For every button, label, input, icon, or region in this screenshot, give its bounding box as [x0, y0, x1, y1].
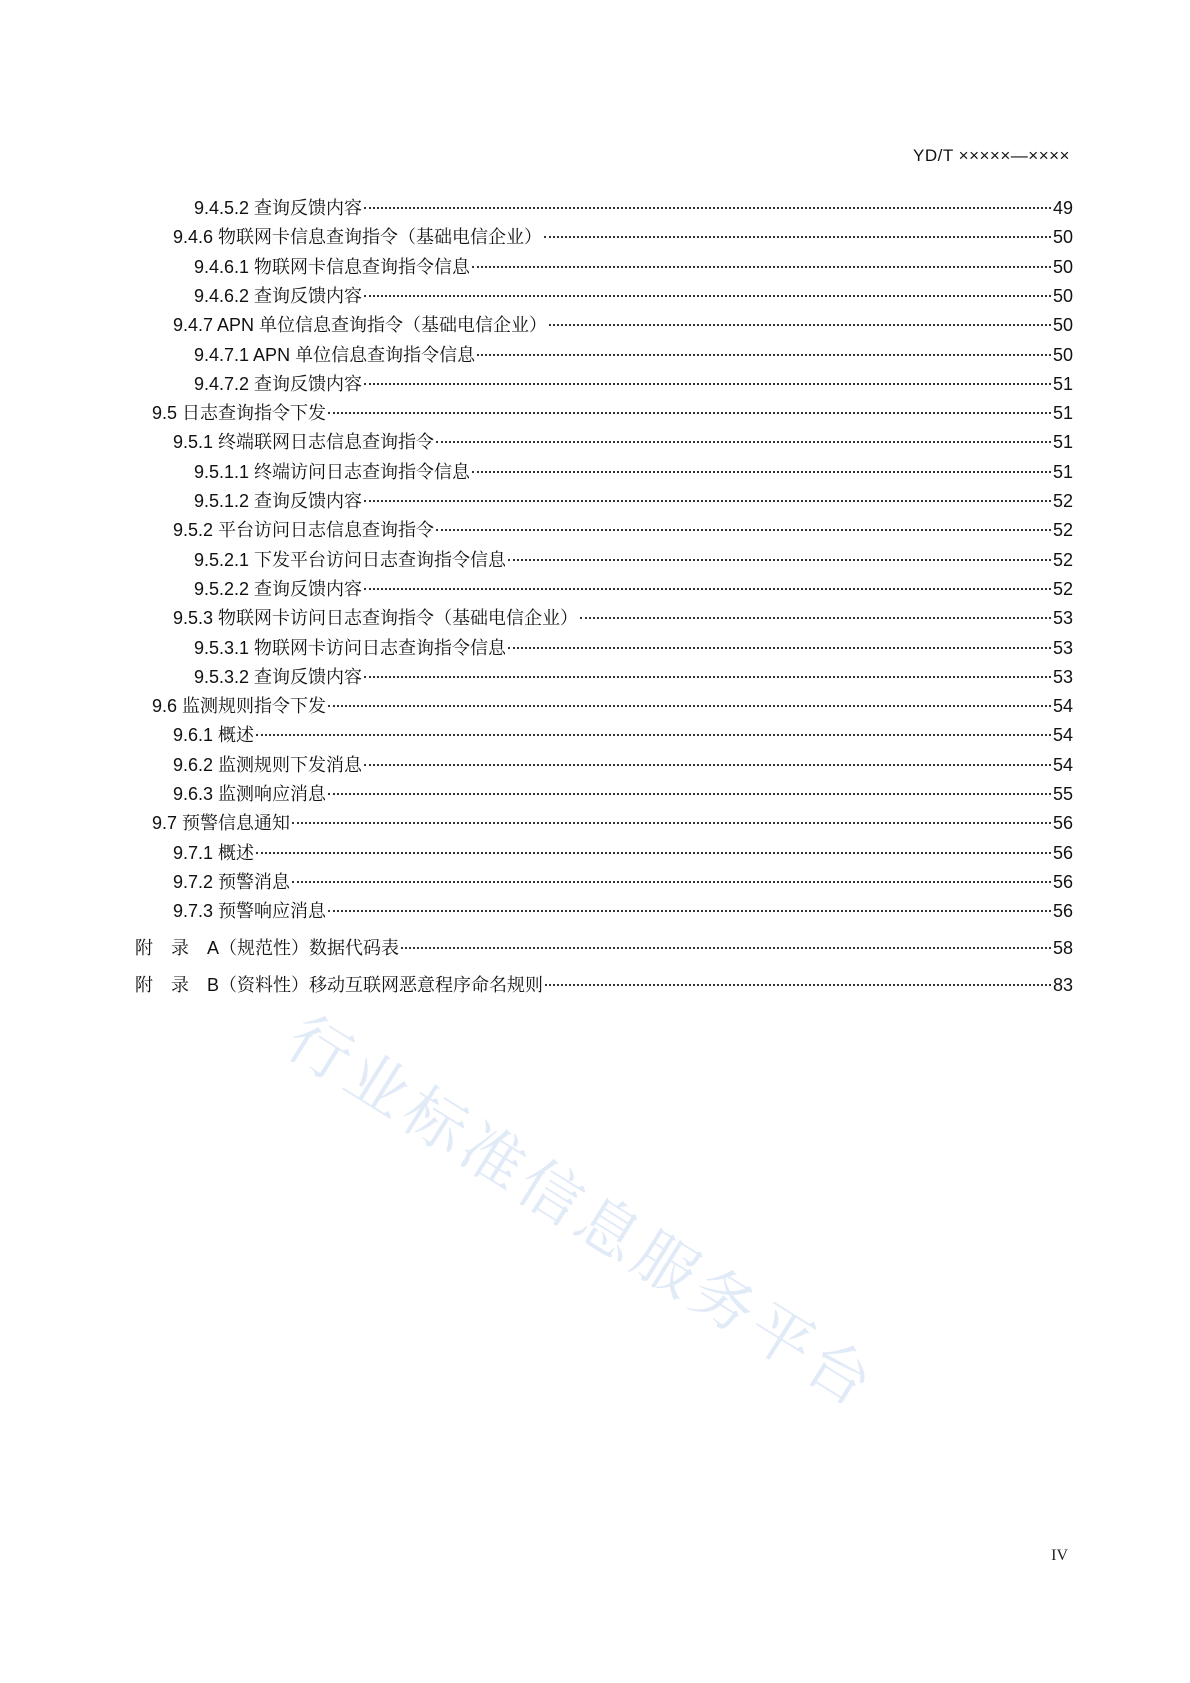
toc-entry[interactable]: [194, 663, 1073, 691]
appendix-b-page: 83: [1052, 975, 1073, 995]
toc-entry-label: 9.5 日志查询指令下发: [152, 403, 327, 424]
dot-leader: [580, 617, 1051, 619]
toc-entry[interactable]: [152, 692, 1073, 720]
dot-leader: [364, 764, 1051, 766]
appendix-entry-b[interactable]: [135, 971, 1073, 999]
toc-entry[interactable]: [173, 868, 1073, 896]
toc-entry-label: 9.5.3.1 物联网卡访问日志查询指令信息: [194, 637, 507, 658]
appendix-b-label: 附 录 B（资料性）移动互联网恶意程序命名规则: [135, 975, 544, 995]
dot-leader: [436, 529, 1051, 531]
toc-entry-label: 9.6.1 概述: [173, 725, 255, 746]
dot-leader: [364, 676, 1051, 678]
toc-entry-label: 9.5.1.2 查询反馈内容: [194, 491, 363, 511]
toc-entry-page: 53: [1052, 666, 1073, 687]
toc-entry[interactable]: [194, 341, 1073, 369]
dot-leader: [436, 441, 1051, 443]
toc-entry[interactable]: [194, 634, 1073, 662]
dot-leader: [292, 822, 1051, 824]
toc-entry[interactable]: [173, 897, 1073, 925]
toc-entry[interactable]: [173, 751, 1073, 779]
toc-entry[interactable]: [173, 604, 1073, 632]
toc-entry-label: 9.7.1 概述: [173, 842, 255, 863]
dot-leader: [549, 324, 1051, 326]
dot-leader: [364, 295, 1051, 297]
toc-entry[interactable]: [173, 780, 1073, 808]
toc-entry-page: 51: [1052, 461, 1073, 482]
dot-leader: [472, 266, 1051, 268]
toc-entry-page: 50: [1052, 315, 1073, 336]
toc-entry-label: 9.4.7.1 APN 单位信息查询指令信息: [194, 344, 476, 365]
appendix-entry-a[interactable]: [135, 934, 1073, 962]
dot-leader: [508, 647, 1051, 649]
toc-entry-page: 54: [1052, 725, 1073, 746]
dot-leader: [508, 559, 1051, 561]
toc-entry-page: 50: [1052, 344, 1073, 365]
toc-entry-label: 9.5.2.2 查询反馈内容: [194, 578, 363, 599]
toc-entry[interactable]: [194, 487, 1073, 515]
document-code: YD/T ×××××—××××: [913, 146, 1070, 165]
toc-entry-label: 9.5.3.2 查询反馈内容: [194, 666, 363, 687]
toc-entry[interactable]: [173, 311, 1073, 339]
toc-entry-label: 9.4.6.1 物联网卡信息查询指令信息: [194, 256, 471, 277]
dot-leader: [364, 383, 1051, 385]
toc-entry[interactable]: [194, 282, 1073, 310]
toc-entry-page: 50: [1052, 227, 1073, 248]
toc-entry-label: 9.4.5.2 查询反馈内容: [194, 198, 363, 218]
toc-entry-page: 52: [1052, 549, 1073, 570]
dot-leader: [545, 984, 1051, 986]
dot-leader: [364, 207, 1051, 209]
dot-leader: [256, 734, 1051, 736]
dot-leader: [401, 947, 1051, 949]
toc-entry-page: 52: [1052, 491, 1073, 511]
toc-entry-label: 9.5.3 物联网卡访问日志查询指令（基础电信企业）: [173, 608, 579, 629]
toc-entry-page: 56: [1052, 813, 1073, 834]
toc-entry-page: 51: [1052, 373, 1073, 394]
dot-leader: [477, 354, 1051, 356]
toc-entry[interactable]: [173, 516, 1073, 544]
toc-entry[interactable]: [152, 809, 1073, 837]
toc-entry-label: 9.7.3 预警响应消息: [173, 901, 327, 922]
toc-entry[interactable]: [194, 253, 1073, 281]
appendix-a-label: 附 录 A（规范性）数据代码表: [135, 938, 400, 958]
dot-leader: [292, 881, 1051, 883]
toc-entry-page: 51: [1052, 403, 1073, 424]
toc-entry-label: 9.4.6.2 查询反馈内容: [194, 285, 363, 306]
toc-entry-page: 56: [1052, 871, 1073, 892]
toc-entry-label: 9.4.7 APN 单位信息查询指令（基础电信企业）: [173, 315, 548, 336]
dot-leader: [256, 852, 1051, 854]
toc-entry-page: 54: [1052, 754, 1073, 775]
page-number: IV: [1051, 1547, 1068, 1564]
toc-entry-label: 9.4.7.2 查询反馈内容: [194, 373, 363, 394]
toc-entry-label: 9.4.6 物联网卡信息查询指令（基础电信企业）: [173, 227, 543, 248]
toc-entry[interactable]: [194, 194, 1073, 222]
toc-entry-label: 9.5.2 平台访问日志信息查询指令: [173, 520, 435, 541]
toc-entry[interactable]: [194, 546, 1073, 574]
toc-entry[interactable]: [194, 458, 1073, 486]
dot-leader: [364, 588, 1051, 590]
toc-entry-page: 56: [1052, 901, 1073, 922]
toc-entry-label: 9.5.2.1 下发平台访问日志查询指令信息: [194, 549, 507, 570]
toc-entry-page: 53: [1052, 608, 1073, 629]
toc-entry[interactable]: [152, 399, 1073, 427]
toc-entry-label: 9.7 预警信息通知: [152, 813, 291, 834]
toc-entry-page: 49: [1052, 198, 1073, 218]
toc-entry-page: 50: [1052, 285, 1073, 306]
toc-entry[interactable]: [173, 428, 1073, 456]
appendix-a-page: 58: [1052, 938, 1073, 958]
toc-entry-label: 9.7.2 预警消息: [173, 871, 291, 892]
toc-entry-page: 54: [1052, 696, 1073, 717]
toc-entry-label: 9.6.3 监测响应消息: [173, 784, 327, 804]
toc-entry-label: 9.6 监测规则指令下发: [152, 696, 327, 717]
toc-entry[interactable]: [173, 839, 1073, 867]
dot-leader: [544, 236, 1051, 238]
watermark: 行业标准信息服务平台: [274, 1001, 890, 1424]
toc-entry-page: 55: [1052, 784, 1073, 804]
dot-leader: [328, 910, 1051, 912]
toc-entry-label: 9.5.1.1 终端访问日志查询指令信息: [194, 461, 471, 482]
toc-entry-page: 50: [1052, 256, 1073, 277]
toc-entry-page: 52: [1052, 520, 1073, 541]
dot-leader: [328, 412, 1051, 414]
toc-entry-page: 51: [1052, 432, 1073, 453]
toc-entry-label: 9.6.2 监测规则下发消息: [173, 754, 363, 775]
dot-leader: [472, 471, 1051, 473]
toc-entry-page: 53: [1052, 637, 1073, 658]
toc-entry[interactable]: [173, 721, 1073, 749]
toc-entry[interactable]: [194, 575, 1073, 603]
toc-entry[interactable]: [173, 223, 1073, 251]
dot-leader: [364, 500, 1051, 502]
dot-leader: [328, 705, 1051, 707]
toc-entry-page: 56: [1052, 842, 1073, 863]
toc-entry-page: 52: [1052, 578, 1073, 599]
dot-leader: [328, 793, 1051, 795]
toc-entry-label: 9.5.1 终端联网日志信息查询指令: [173, 432, 435, 453]
toc-entry[interactable]: [194, 370, 1073, 398]
